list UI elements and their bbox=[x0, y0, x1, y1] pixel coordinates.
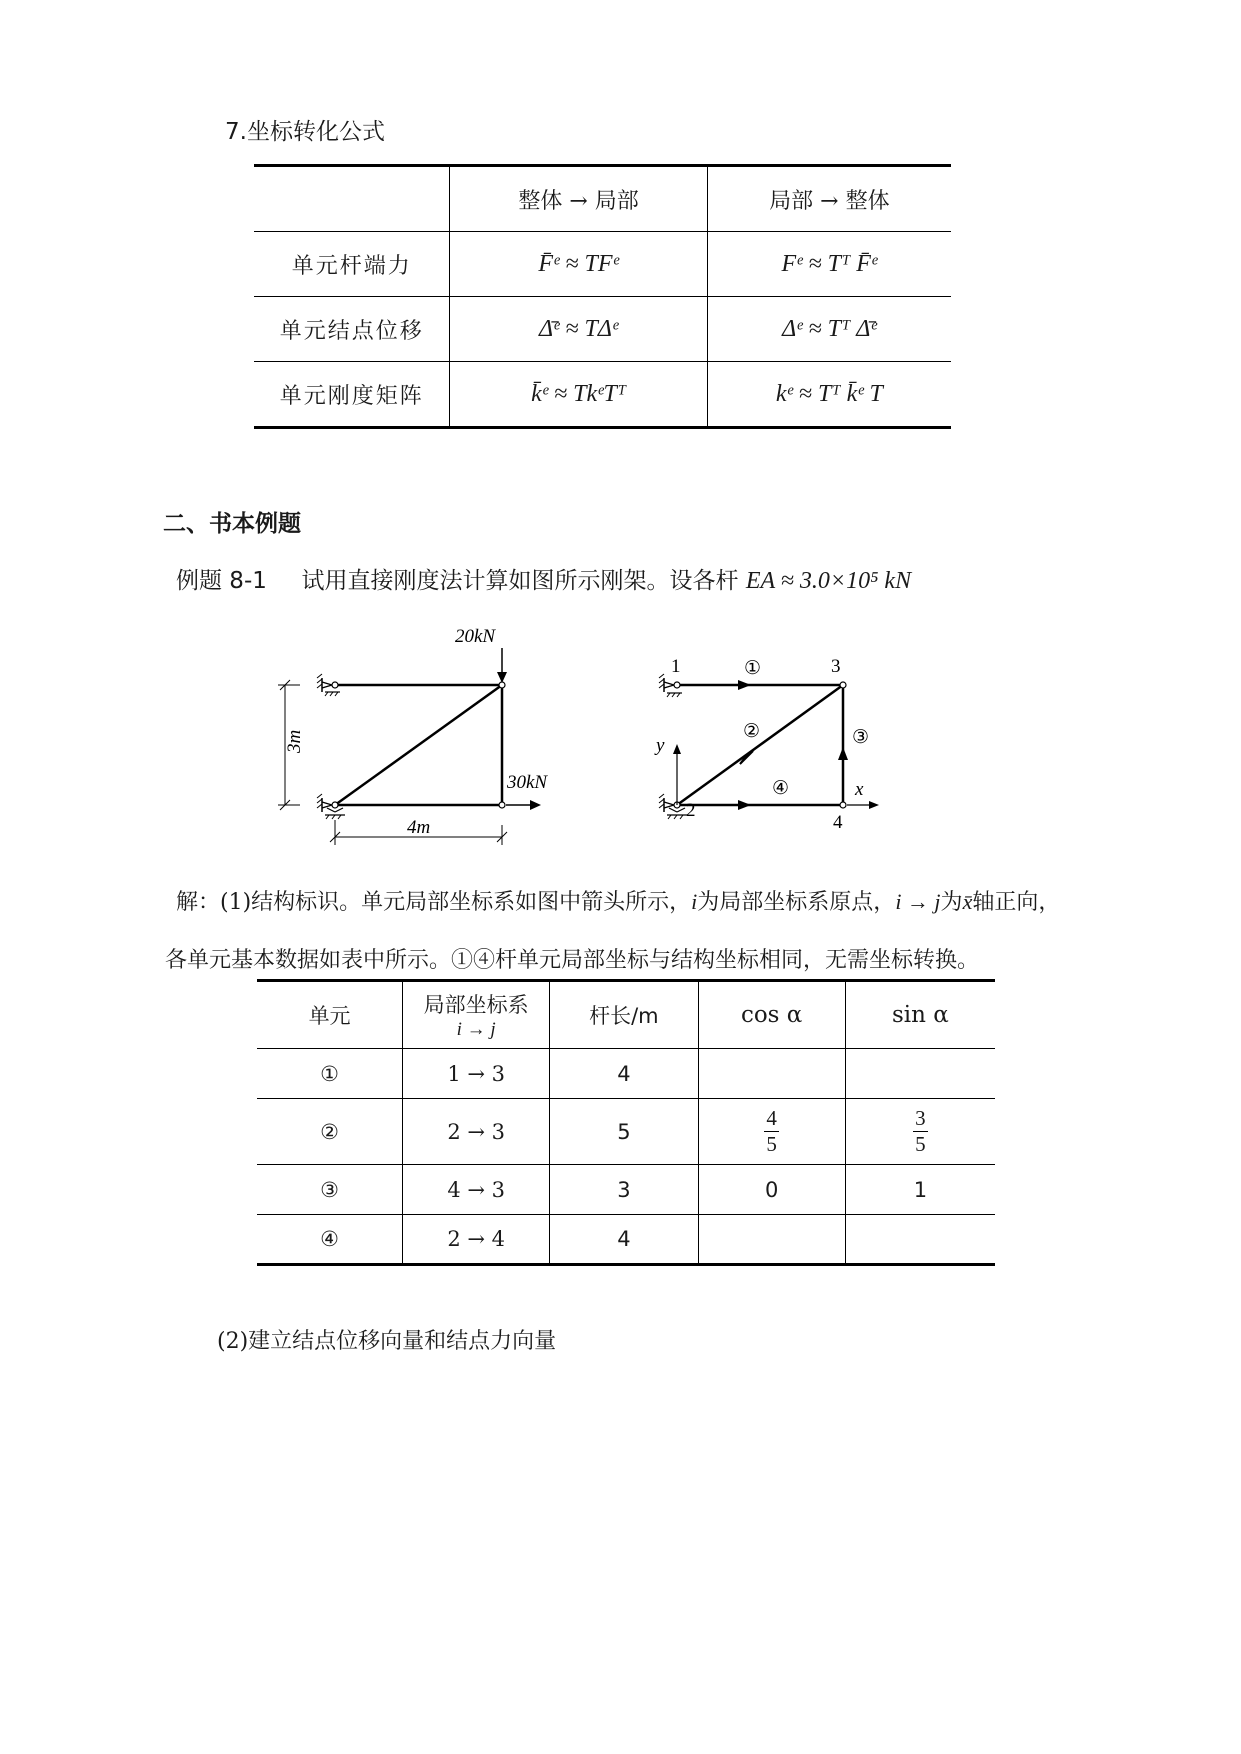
cell-sin bbox=[845, 1215, 995, 1265]
example-statement bbox=[176, 562, 911, 595]
solution-mid: 为局部坐标系原点， bbox=[697, 890, 896, 915]
cell-cos bbox=[698, 1215, 845, 1265]
formula-cell: k̄ᵉ ≈ TkᵉTᵀ bbox=[450, 362, 707, 428]
cell-length: 3 bbox=[550, 1165, 698, 1215]
header-local-title: 局部坐标系 bbox=[423, 993, 529, 1017]
cell-sin bbox=[845, 1049, 995, 1099]
header-local-sub: i → j bbox=[456, 1019, 496, 1040]
cell-cos: 0 bbox=[698, 1165, 845, 1215]
frame-diagram-left bbox=[270, 620, 570, 855]
element-label-3: ③ bbox=[852, 727, 870, 748]
cell-ij: 2 → 3 bbox=[403, 1099, 550, 1165]
formula-cell: Fᵉ ≈ Tᵀ F̄ᵉ bbox=[707, 232, 951, 297]
axis-y-label: y bbox=[656, 735, 665, 756]
table-row bbox=[254, 297, 951, 362]
cell-cos bbox=[698, 1049, 845, 1099]
axis-arrow-icon bbox=[673, 744, 681, 754]
example-label: 例题 8-1 bbox=[176, 568, 267, 594]
section-2-title: 二、书本例题 bbox=[163, 511, 301, 537]
node-icon bbox=[499, 682, 505, 688]
cell-sin bbox=[845, 1099, 995, 1165]
header-local bbox=[403, 981, 550, 1049]
cell-length: 4 bbox=[550, 1215, 698, 1265]
table-row bbox=[257, 1215, 995, 1265]
cell-length: 5 bbox=[550, 1099, 698, 1165]
row-label: 单元结点位移 bbox=[254, 297, 450, 362]
axis-arrow-icon bbox=[869, 801, 879, 809]
element-label-2: ② bbox=[743, 721, 761, 742]
element-label-1: ① bbox=[744, 658, 762, 679]
fraction bbox=[764, 1106, 779, 1157]
arrowhead-icon bbox=[497, 672, 507, 683]
header-length: 杆长/m bbox=[550, 981, 698, 1049]
table-row bbox=[257, 1049, 995, 1099]
row-label: 单元杆端力 bbox=[254, 232, 450, 297]
dimension-width-label: 4m bbox=[407, 817, 431, 838]
node-label-3: 3 bbox=[831, 656, 841, 677]
solution-line-2: 各单元基本数据如表中所示。①④杆单元局部坐标与结构坐标相同，无需坐标转换。 bbox=[165, 948, 980, 973]
cell-ij: 1 → 3 bbox=[403, 1049, 550, 1099]
frame-diagram-right bbox=[640, 648, 890, 848]
dimension-height-label: 3m bbox=[284, 729, 305, 753]
symbol-i: i bbox=[691, 889, 698, 914]
node-icon bbox=[840, 802, 846, 808]
axis-x-label: x bbox=[855, 779, 864, 800]
pin-support-icon bbox=[659, 674, 682, 697]
fraction bbox=[913, 1106, 928, 1157]
table-header-blank bbox=[254, 166, 450, 232]
pin-support-icon bbox=[659, 794, 687, 819]
arrowhead-icon bbox=[530, 800, 541, 810]
node-label-2: 2 bbox=[686, 800, 696, 821]
coordinate-transform-table bbox=[254, 164, 951, 429]
step-2-text: (2)建立结点位移向量和结点力向量 bbox=[217, 1329, 557, 1354]
load-label-right: 30kN bbox=[507, 772, 548, 793]
diagonal-member bbox=[335, 685, 502, 805]
cell-unit: ① bbox=[257, 1049, 403, 1099]
header-cos: cos α bbox=[698, 981, 845, 1049]
table-header-global-to-local: 整体 → 局部 bbox=[450, 166, 707, 232]
element-label-4: ④ bbox=[772, 778, 790, 799]
cell-ij: 2 → 4 bbox=[403, 1215, 550, 1265]
direction-arrow-icon bbox=[738, 800, 751, 810]
cell-unit: ④ bbox=[257, 1215, 403, 1265]
fraction-numerator: 4 bbox=[766, 1106, 777, 1130]
header-sin: sin α bbox=[845, 981, 995, 1049]
pin-support-icon bbox=[317, 674, 340, 696]
solution-line-1 bbox=[176, 885, 1060, 916]
element-data-table bbox=[257, 979, 995, 1266]
formula-cell: F̄ᵉ ≈ TFᵉ bbox=[450, 232, 707, 297]
example-ea: EA ≈ 3.0×10⁵ kN bbox=[745, 568, 912, 594]
pin-support-icon bbox=[317, 794, 345, 819]
table-row bbox=[257, 1165, 995, 1215]
table-header-local-to-global: 局部 → 整体 bbox=[707, 166, 951, 232]
solution-prefix: 解：(1)结构标识。单元局部坐标系如图中箭头所示， bbox=[176, 890, 692, 915]
fraction-numerator: 3 bbox=[915, 1106, 926, 1130]
table-header-row bbox=[257, 981, 995, 1049]
cell-length: 4 bbox=[550, 1049, 698, 1099]
cell-sin: 1 bbox=[845, 1165, 995, 1215]
element-2-line bbox=[677, 685, 843, 805]
example-text: 试用直接刚度法计算如图所示刚架。设各杆 bbox=[301, 568, 739, 594]
fraction-denominator: 5 bbox=[915, 1132, 926, 1156]
table-row bbox=[254, 232, 951, 297]
cell-unit: ② bbox=[257, 1099, 403, 1165]
header-unit: 单元 bbox=[257, 981, 403, 1049]
node-label-4: 4 bbox=[833, 812, 843, 833]
node-icon bbox=[840, 682, 846, 688]
node-label-1: 1 bbox=[671, 656, 681, 677]
symbol-x-bar: x̄ bbox=[962, 889, 973, 914]
node-icon bbox=[499, 802, 505, 808]
symbol-i-to-j: i → j bbox=[895, 889, 941, 914]
table-header-row bbox=[254, 166, 951, 232]
solution-suffix: 轴正向， bbox=[972, 890, 1061, 915]
cell-cos bbox=[698, 1099, 845, 1165]
formula-cell: Δᵉ ≈ Tᵀ Δ̄ᵉ bbox=[707, 297, 951, 362]
section-7-title: 7.坐标转化公式 bbox=[225, 119, 385, 145]
solution-wei: 为 bbox=[940, 890, 963, 915]
fraction-denominator: 5 bbox=[766, 1132, 777, 1156]
direction-arrow-icon bbox=[838, 747, 848, 760]
load-label-top: 20kN bbox=[455, 626, 496, 647]
formula-cell: Δ̄ᵉ ≈ TΔᵉ bbox=[450, 297, 707, 362]
row-label: 单元刚度矩阵 bbox=[254, 362, 450, 428]
cell-ij: 4 → 3 bbox=[403, 1165, 550, 1215]
table-row bbox=[254, 362, 951, 428]
table-row bbox=[257, 1099, 995, 1165]
formula-cell: kᵉ ≈ Tᵀ k̄ᵉ T bbox=[707, 362, 951, 428]
direction-arrow-icon bbox=[738, 680, 751, 690]
cell-unit: ③ bbox=[257, 1165, 403, 1215]
